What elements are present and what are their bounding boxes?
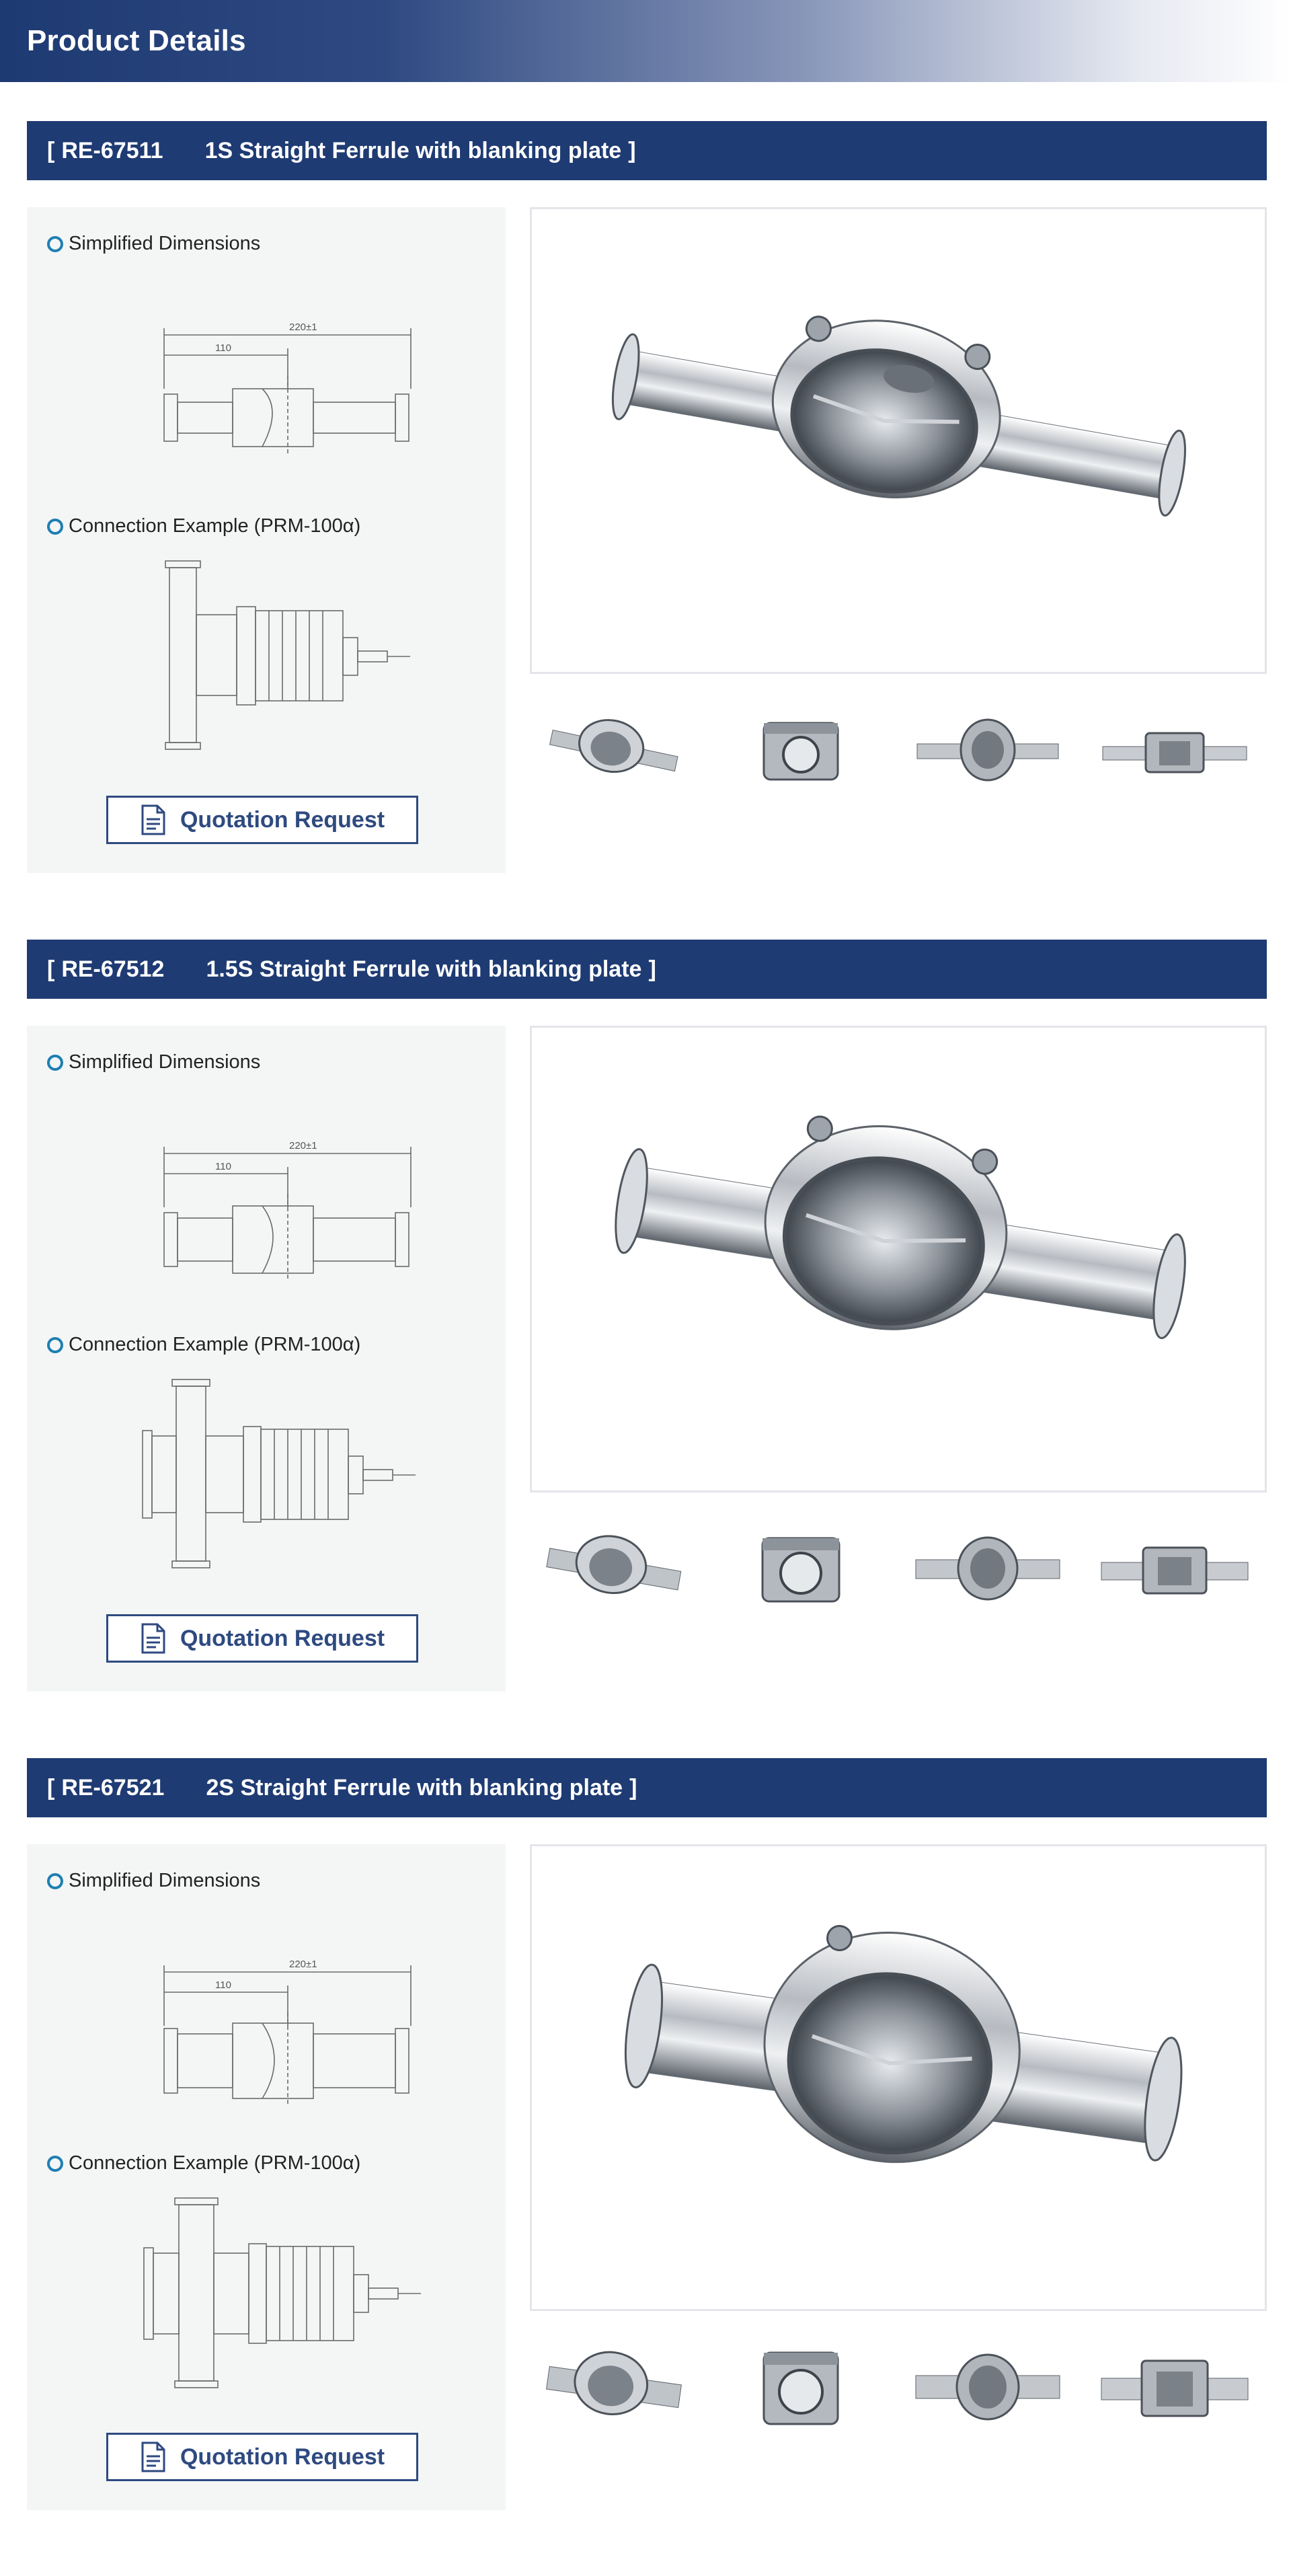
thumbnail-gallery [530, 706, 1267, 794]
product-thumbnail[interactable] [910, 706, 1065, 794]
product-code: RE-67512 [61, 956, 165, 982]
product-thumbnail[interactable] [1097, 706, 1252, 794]
spec-panel [27, 207, 506, 873]
spec-panel [27, 1026, 506, 1692]
dimension-total-label: 220±1 [289, 321, 317, 333]
product-code: RE-67521 [61, 1774, 165, 1801]
quotation-request-button[interactable]: Quotation Request [106, 1614, 418, 1663]
dimension-total-label: 220±1 [289, 1140, 317, 1151]
dimension-half-label: 110 [215, 1979, 231, 1991]
product-thumbnail[interactable] [537, 1525, 691, 1612]
connection-drawing [128, 1375, 424, 1577]
product-title-bar: [ RE-67512 1.5S Straight Ferrule with blanking plate ] [27, 940, 1267, 999]
product-name: 1.5S Straight Ferrule with blanking plate [206, 956, 642, 982]
product-thumbnail[interactable] [1097, 2343, 1252, 2431]
thumbnail-gallery [530, 2343, 1267, 2431]
dimension-half-label: 110 [215, 1161, 231, 1172]
connection-heading: Connection Example (PRM-100α) [47, 2152, 360, 2174]
product-thumbnail[interactable] [723, 2343, 878, 2431]
connection-heading: Connection Example (PRM-100α) [47, 515, 360, 537]
product-main-image [530, 207, 1267, 674]
document-icon [140, 1623, 167, 1654]
product-name: 1S Straight Ferrule with blanking plate [204, 137, 622, 163]
dimension-half-label: 110 [215, 342, 231, 354]
spec-panel [27, 1844, 506, 2510]
product-thumbnail[interactable] [537, 2343, 691, 2431]
connection-drawing [128, 2194, 430, 2396]
product-main-image [530, 1026, 1267, 1492]
dimensions-heading: Simplified Dimensions [47, 1051, 260, 1073]
dimension-drawing [128, 308, 424, 456]
product-thumbnail[interactable] [723, 1525, 878, 1612]
quotation-request-button[interactable]: Quotation Request [106, 796, 418, 844]
dimension-drawing [128, 1945, 424, 2107]
product-title-bar: [ RE-67511 1S Straight Ferrule with blanking plate ] [27, 121, 1267, 180]
connection-drawing [128, 557, 424, 759]
dimensions-heading: Simplified Dimensions [47, 1870, 260, 1892]
product-name: 2S Straight Ferrule with blanking plate [206, 1774, 623, 1801]
ring-bullet-icon [47, 1055, 63, 1071]
page-title: Product Details [27, 24, 246, 57]
dimension-total-label: 220±1 [289, 1959, 317, 1970]
ring-bullet-icon [47, 1337, 63, 1353]
ring-bullet-icon [47, 1873, 63, 1889]
product-main-image [530, 1844, 1267, 2311]
product-thumbnail[interactable] [910, 2343, 1065, 2431]
ring-bullet-icon [47, 236, 63, 252]
product-code: RE-67511 [61, 137, 163, 163]
document-icon [140, 804, 167, 835]
dimensions-heading: Simplified Dimensions [47, 233, 260, 255]
product-thumbnail[interactable] [723, 706, 878, 794]
connection-heading: Connection Example (PRM-100α) [47, 1334, 360, 1356]
dimension-drawing [128, 1127, 424, 1281]
ring-bullet-icon [47, 2156, 63, 2172]
thumbnail-gallery [530, 1525, 1267, 1612]
product-title-bar: [ RE-67521 2S Straight Ferrule with blanking plate ] [27, 1758, 1267, 1817]
ring-bullet-icon [47, 519, 63, 535]
document-icon [140, 2441, 167, 2472]
page-header [0, 0, 1291, 82]
product-thumbnail[interactable] [537, 706, 691, 794]
product-thumbnail[interactable] [910, 1525, 1065, 1612]
quotation-request-button[interactable]: Quotation Request [106, 2433, 418, 2481]
product-thumbnail[interactable] [1097, 1525, 1252, 1612]
